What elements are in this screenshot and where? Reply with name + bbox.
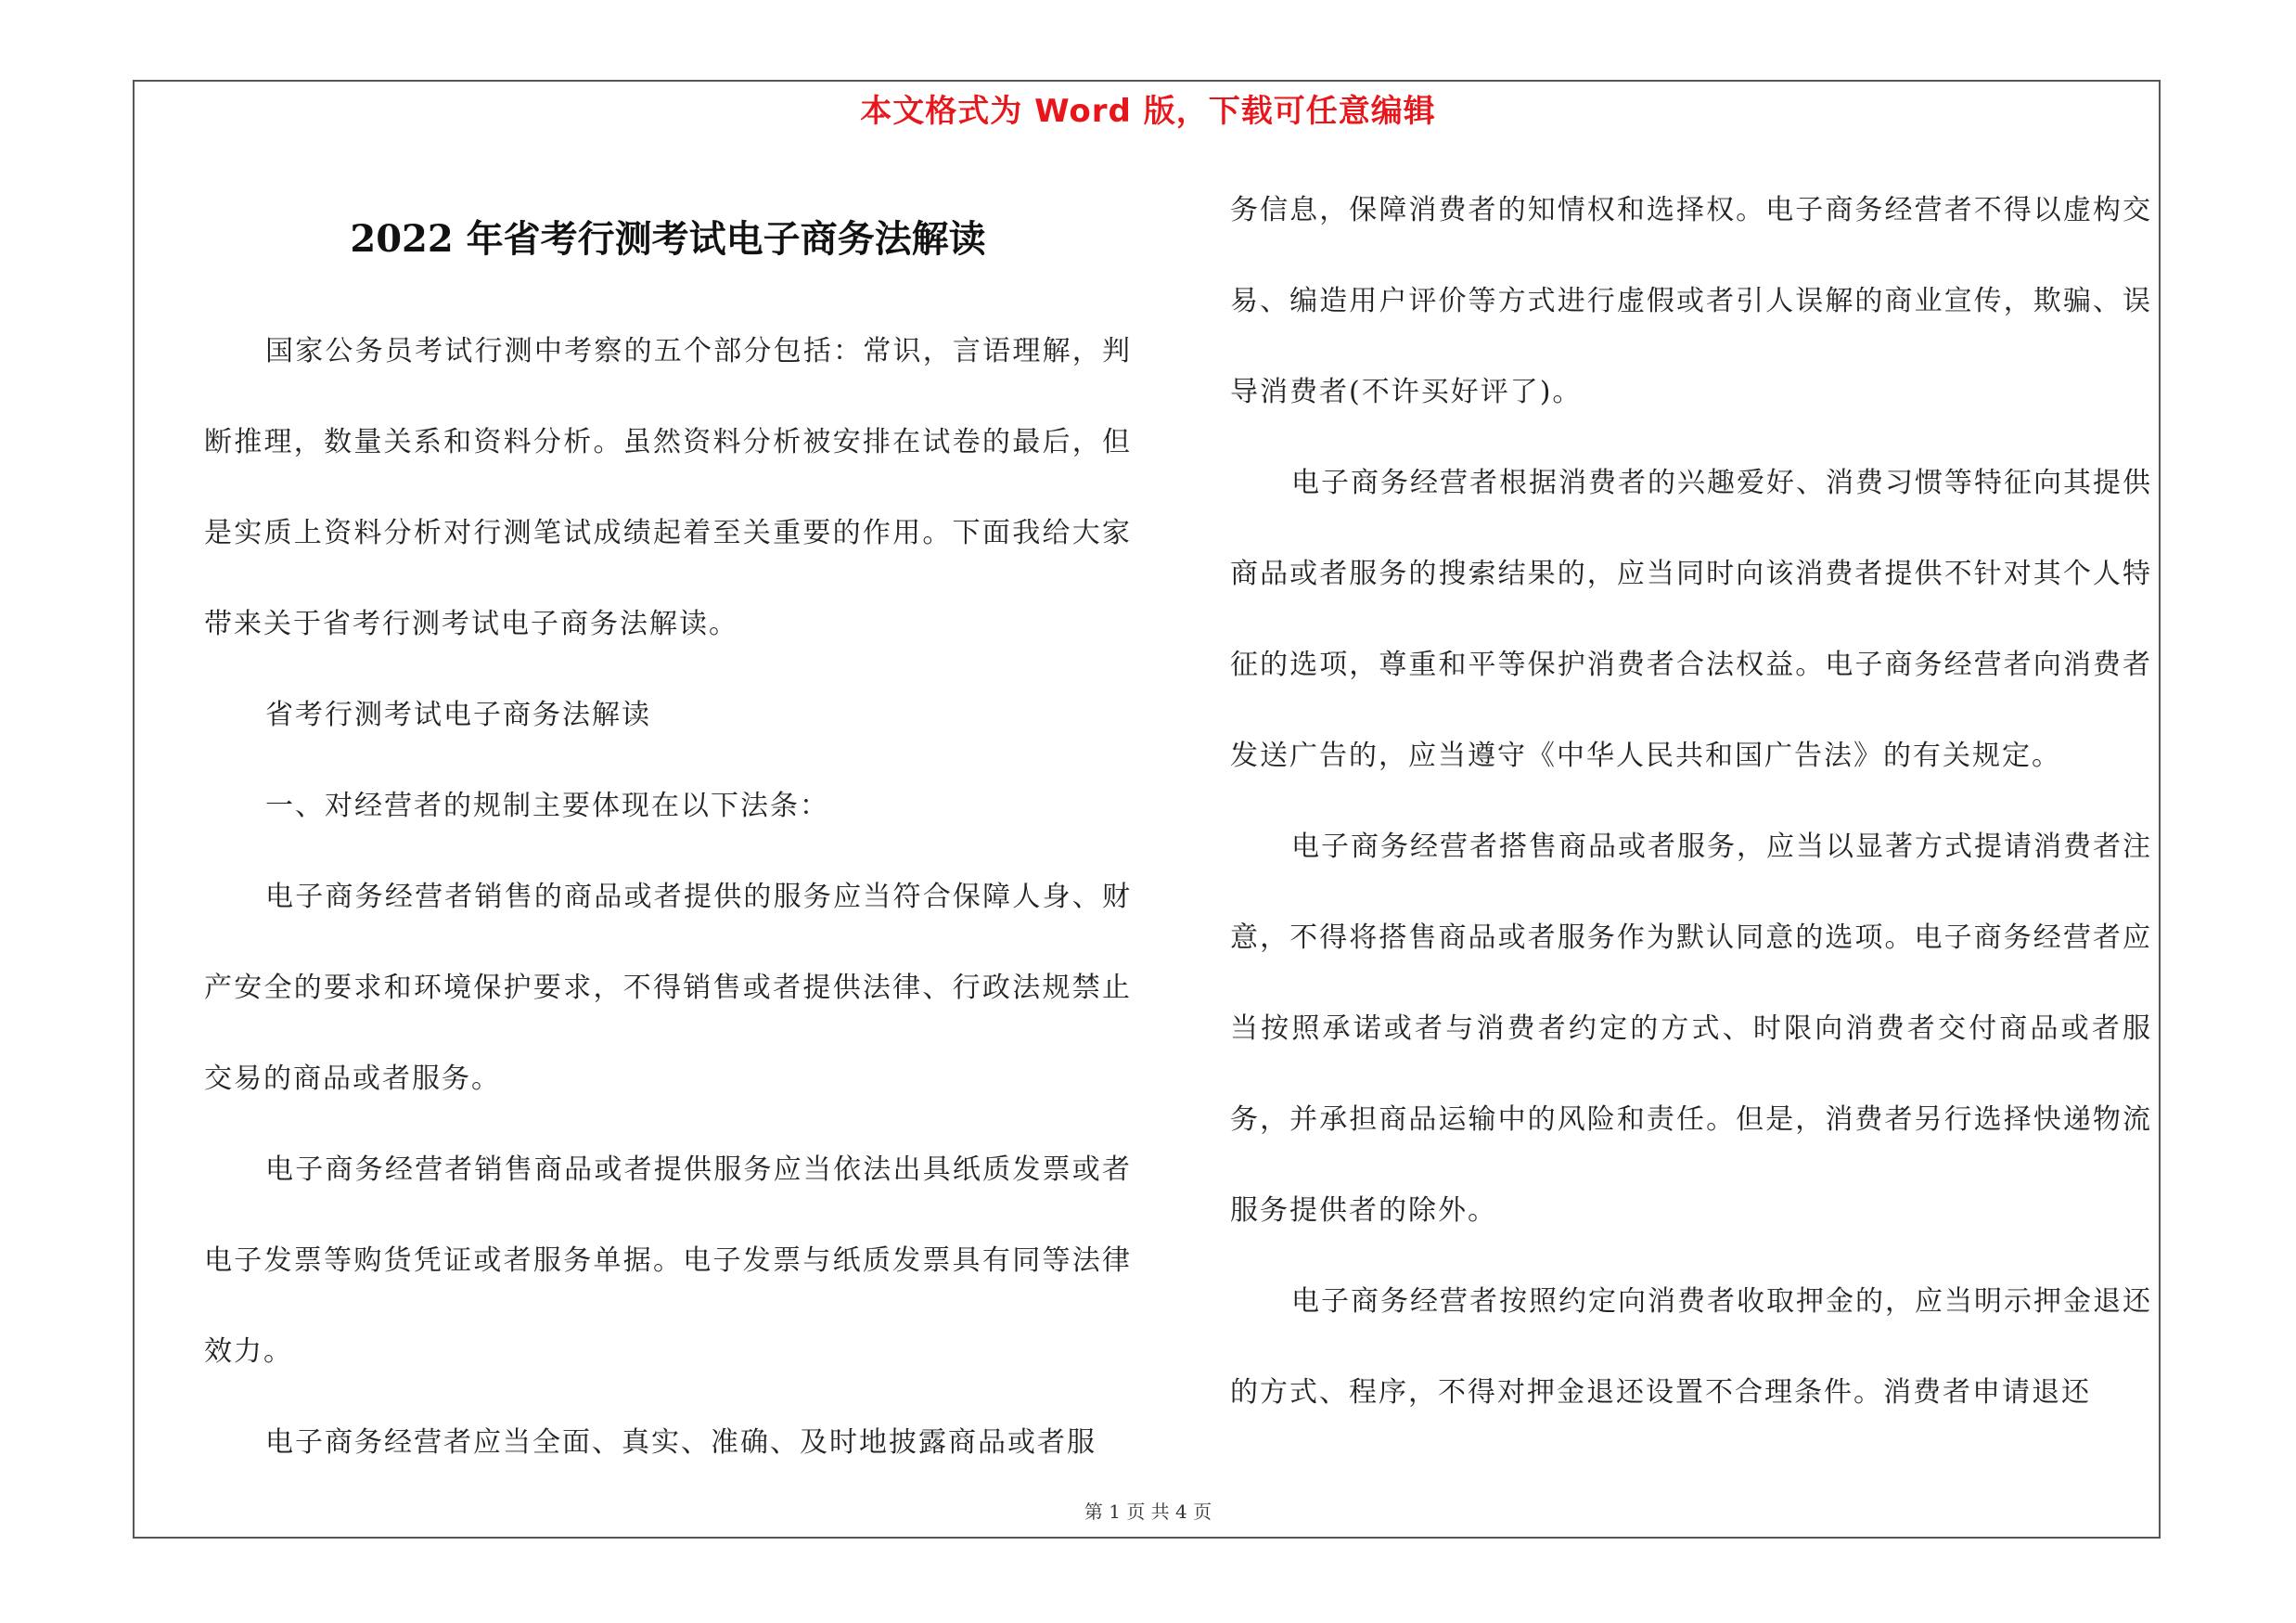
paragraph: 电子商务经营者根据消费者的兴趣爱好、消费习惯等特征向其提供商品或者服务的搜索结果的，应当同时向该消费者提供不针对其个人特征的选项，尊重和平等保护消费者合法权益。电子商务经营者向消费者发送广告的，应当遵守《中华人民共和国广告法》的有关规定。: [1230, 467, 2152, 772]
paragraph: 国家公务员考试行测中考察的五个部分包括：常识，言语理解，判断推理，数量关系和资料分析。虽然资料分析被安排在试卷的最后，但是实质上资料分析对行测笔试成绩起着至关重要的作用。下面我给大家带来关于省考行测考试电子商务法解读。: [204, 335, 1132, 640]
paragraph: 电子商务经营者应当全面、真实、准确、及时地披露商品或者服: [265, 1426, 1097, 1459]
paragraph: 电子商务经营者按照约定向消费者收取押金的，应当明示押金退还的方式、程序，不得对押金退还设置不合理条件。消费者申请退还: [1230, 1285, 2152, 1409]
paragraph: 务信息，保障消费者的知情权和选择权。电子商务经营者不得以虚构交易、编造用户评价等方式进行虚假或者引人误解的商业宣传，欺骗、误导消费者(不许买好评了)。: [1230, 194, 2152, 408]
paragraph: 一、对经营者的规制主要体现在以下法条：: [265, 790, 829, 822]
left-column: [204, 306, 1132, 1488]
right-column: [1230, 165, 2152, 1438]
paragraph: 电子商务经营者搭售商品或者服务，应当以显著方式提请消费者注意，不得将搭售商品或者服务作为默认同意的选项。电子商务经营者应当按照承诺或者与消费者约定的方式、时限向消费者交付商品或者服务，并承担商品运输中的风险和责任。但是，消费者另行选择快递物流服务提供者的除外。: [1230, 831, 2152, 1227]
word-format-banner: 本文格式为 Word 版，下载可任意编辑: [860, 93, 1436, 130]
page-number: 第 1 页 共 4 页: [1084, 1501, 1212, 1523]
paragraph: 电子商务经营者销售的商品或者提供的服务应当符合保障人身、财产安全的要求和环境保护要求，不得销售或者提供法律、行政法规禁止交易的商品或者服务。: [204, 881, 1132, 1095]
document-title: 2022 年省考行测考试电子商务法解读: [350, 217, 986, 261]
paragraph: 电子商务经营者销售商品或者提供服务应当依法出具纸质发票或者电子发票等购货凭证或者服务单据。电子发票与纸质发票具有同等法律效力。: [204, 1153, 1132, 1368]
paragraph: 省考行测考试电子商务法解读: [265, 699, 651, 731]
